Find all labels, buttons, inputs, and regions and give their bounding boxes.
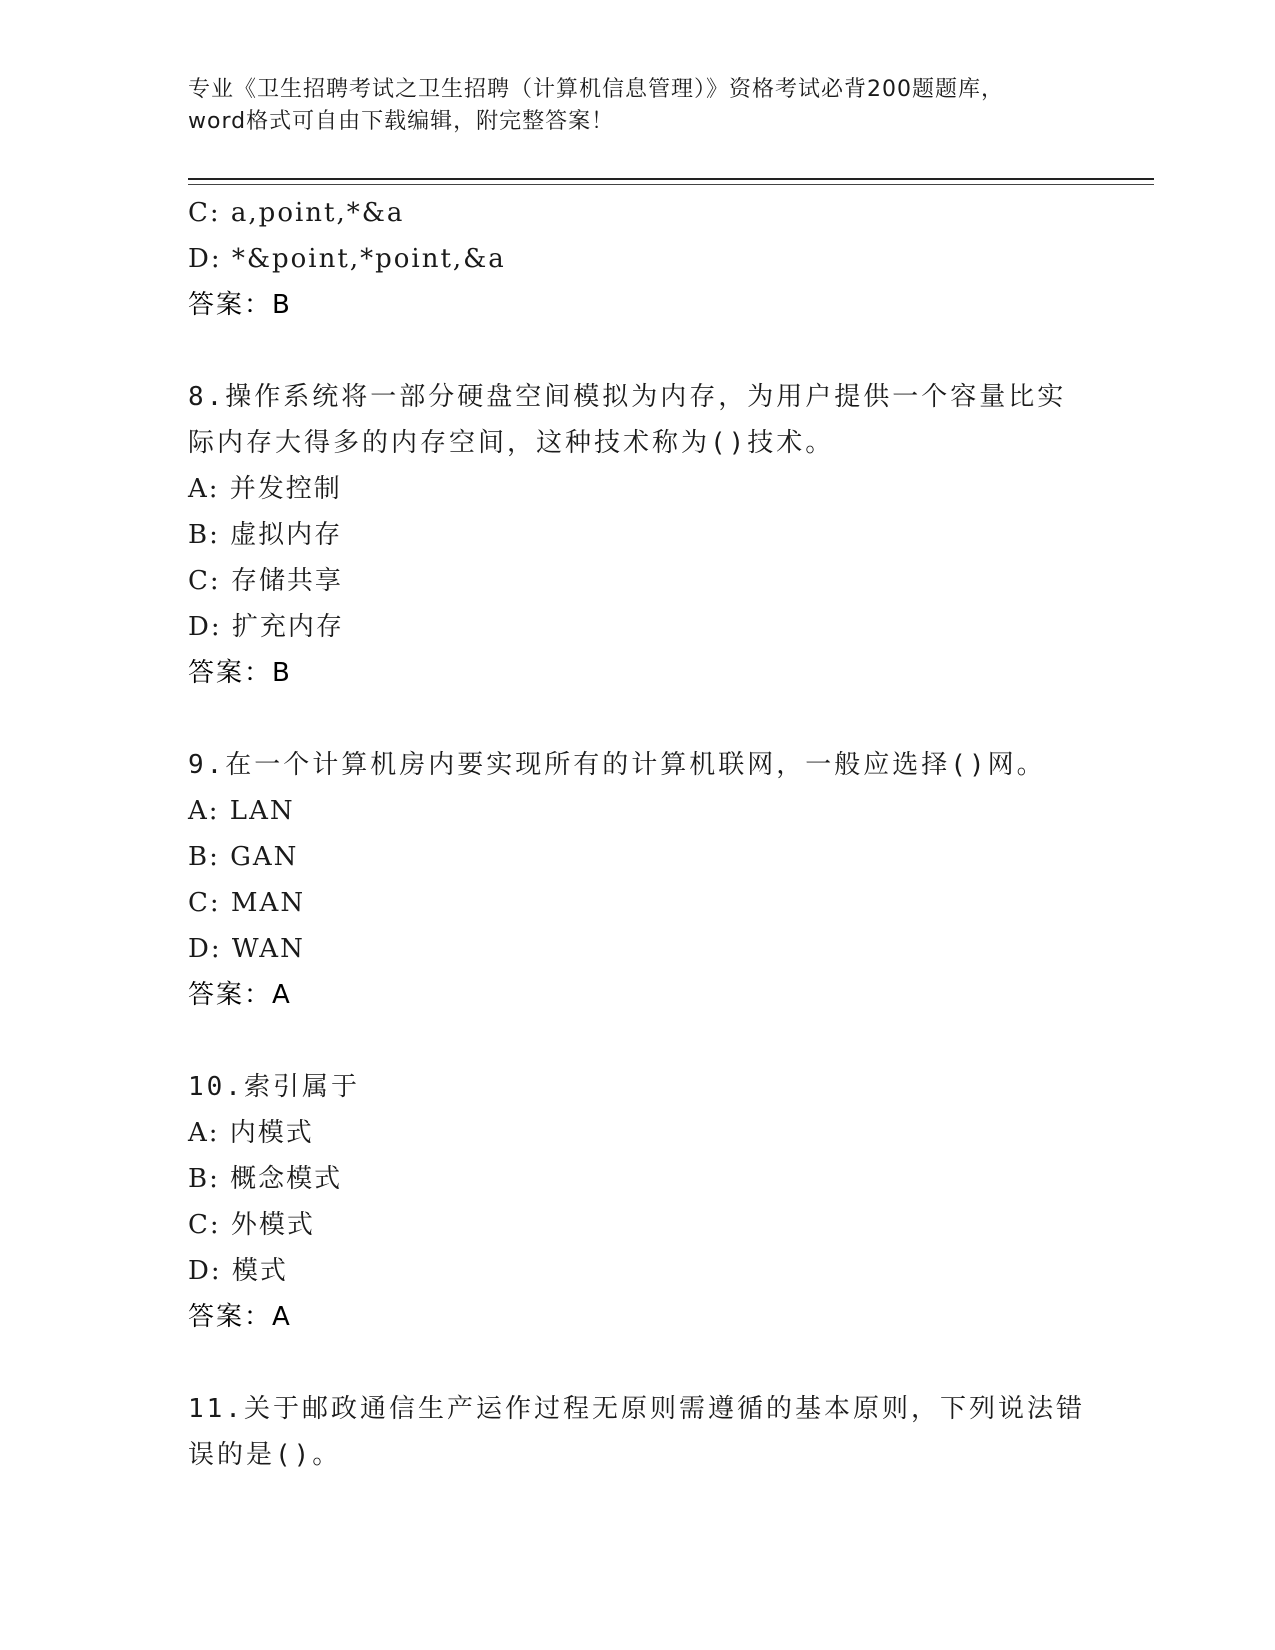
option-b: B: GAN	[188, 842, 299, 872]
question-7-continued	[188, 190, 1118, 328]
header-divider-thin	[188, 184, 1154, 185]
option-a: A: LAN	[188, 796, 295, 826]
header-title-line-2: word格式可自由下载编辑，附完整答案！	[188, 109, 615, 134]
question-stem-line: 际内存大得多的内存空间，这种技术称为()技术。	[188, 428, 835, 458]
option-a: A: 并发控制	[188, 474, 342, 504]
question-10	[188, 1064, 1118, 1340]
question-stem-line: 11.关于邮政通信生产运作过程无原则需遵循的基本原则，下列说法错	[188, 1394, 1085, 1424]
option-c: C: a,point,*&a	[188, 198, 405, 228]
option-a: A: 内模式	[188, 1118, 314, 1148]
option-d: D: WAN	[188, 934, 305, 964]
option-d: D: 扩充内存	[188, 612, 344, 642]
header-divider-thick	[188, 178, 1154, 180]
header-title-line-1: 专业《卫生招聘考试之卫生招聘（计算机信息管理）》资格考试必背200题题库，	[188, 77, 1004, 102]
question-9	[188, 742, 1118, 1018]
question-stem-line: 9.在一个计算机房内要实现所有的计算机联网，一般应选择()网。	[188, 750, 1046, 780]
option-d: D: *&point,*point,&a	[188, 244, 506, 274]
question-stem-line: 8.操作系统将一部分硬盘空间模拟为内存，为用户提供一个容量比实	[188, 382, 1067, 412]
spacer	[188, 696, 1118, 742]
option-c: C: 外模式	[188, 1210, 315, 1240]
option-c: C: 存储共享	[188, 566, 343, 596]
question-11	[188, 1386, 1118, 1478]
answer-line: 答案：A	[188, 1302, 292, 1332]
answer-line: 答案：B	[188, 290, 292, 320]
answer-line: 答案：A	[188, 980, 292, 1010]
question-stem-line: 误的是()。	[188, 1440, 342, 1470]
option-d: D: 模式	[188, 1256, 288, 1286]
answer-line: 答案：B	[188, 658, 292, 688]
spacer	[188, 1018, 1118, 1064]
question-list	[188, 190, 1118, 1478]
document-header	[188, 74, 1088, 138]
question-stem-line: 10.索引属于	[188, 1072, 360, 1102]
spacer	[188, 328, 1118, 374]
option-c: C: MAN	[188, 888, 306, 918]
spacer	[188, 1340, 1118, 1386]
question-8	[188, 374, 1118, 696]
option-b: B: 概念模式	[188, 1164, 343, 1194]
option-b: B: 虚拟内存	[188, 520, 343, 550]
